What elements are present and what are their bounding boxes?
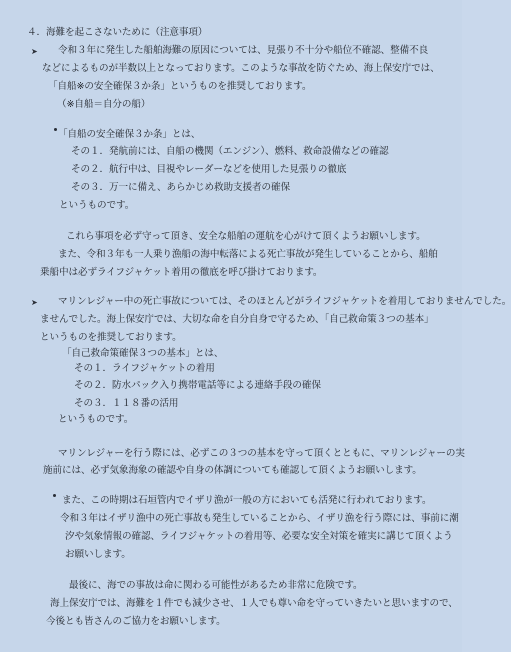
kyumei-item: その３．１１８番の活用	[74, 398, 179, 409]
paragraph-line: などによるものが半数以上となっております。このような事故を防ぐため、海上保安庁では、	[42, 63, 440, 74]
paragraph-line: また、この時期は石垣管内でイザリ漁が一般の方においても活発に行われております。	[62, 495, 432, 506]
paragraph-line: マリンレジャー中の死亡事故については、そのほとんどがライフジャケットを着用しておりませんでした。	[58, 296, 511, 307]
jousen-item: その３．万一に備え、あらかじめ救助支援者の確保	[71, 182, 290, 193]
paragraph-line: というものを推奨しております。	[40, 332, 182, 343]
paragraph-line: 令和３年に発生した船舶海難の原因については、見張り不十分や船位不確認、整備不良	[58, 45, 429, 56]
kyumei-heading: 「自己救命策確保３つの基本」とは、	[62, 348, 224, 359]
paragraph-line: これら事項を必ず守って頂き、安全な船舶の運航を心がけて頂くようお願いします。	[66, 231, 426, 242]
jousen-item: その１．発航前には、自船の機関（エンジン）、燃料、救命設備などの確認	[71, 146, 389, 157]
paragraph-line: 海上保安庁では、海難を１件でも減少させ、１人でも尊い命を守っていきたいと思いますので、	[50, 598, 458, 609]
jousen-closing: というものです。	[59, 200, 135, 211]
paragraph-line: 令和３年はイザリ漁中の死亡事故も発生していることから、イザリ漁を行う際には、事前に潮	[60, 513, 459, 524]
jousen-heading: 「自船の安全確保３か条」とは、	[58, 129, 201, 140]
paragraph-line: お願いします。	[65, 549, 131, 560]
arrow-bullet-icon: ➤	[31, 47, 38, 56]
paragraph-line: 最後に、海での事故は命に関わる可能性があるため非常に危険です。	[69, 580, 363, 591]
kyumei-item: その１．ライフジャケットの着用	[74, 363, 215, 374]
bullet-dot-icon	[54, 128, 57, 131]
paragraph-line: （※自船＝自分の船）	[57, 99, 151, 110]
kyumei-closing: というものです。	[58, 414, 134, 425]
arrow-bullet-icon: ➤	[31, 298, 38, 307]
paragraph-line: 今後とも皆さんのご協力をお願いします。	[46, 616, 226, 627]
paragraph-line: 施前には、必ず気象海象の確認や自身の体調についても確認して頂くようお願いします。	[43, 465, 422, 476]
paragraph-line: ませんでした。海上保安庁では、大切な命を自分自身で守るため、「自己救命策３つの基本」	[40, 314, 434, 325]
jousen-item: その２．航行中は、目視やレーダーなどを使用した見張りの徹底	[71, 164, 347, 175]
paragraph-line: 「自船※の安全確保３か条」というものを推奨しております。	[48, 81, 312, 92]
bullet-dot-icon	[53, 494, 56, 497]
paragraph-line: 乗船中は必ずライフジャケット着用の徹底を呼び掛けております。	[40, 267, 323, 278]
kyumei-item: その２．防水パック入り携帯電話等による連絡手段の確保	[74, 380, 321, 391]
paragraph-line: マリンレジャーを行う際には、必ずこの３つの基本を守って頂くとともに、マリンレジャーの実	[58, 448, 465, 459]
paragraph-line: 汐や気象情報の確認、ライフジャケットの着用等、必要な安全対策を確実に講じて頂くよう	[65, 531, 453, 542]
paragraph-line: また、令和３年も一人乗り漁船の海中転落による死亡事故が発生していることから、船舶	[58, 249, 438, 260]
section-title: ４．海難を起こさないために（注意事項）	[27, 27, 208, 38]
